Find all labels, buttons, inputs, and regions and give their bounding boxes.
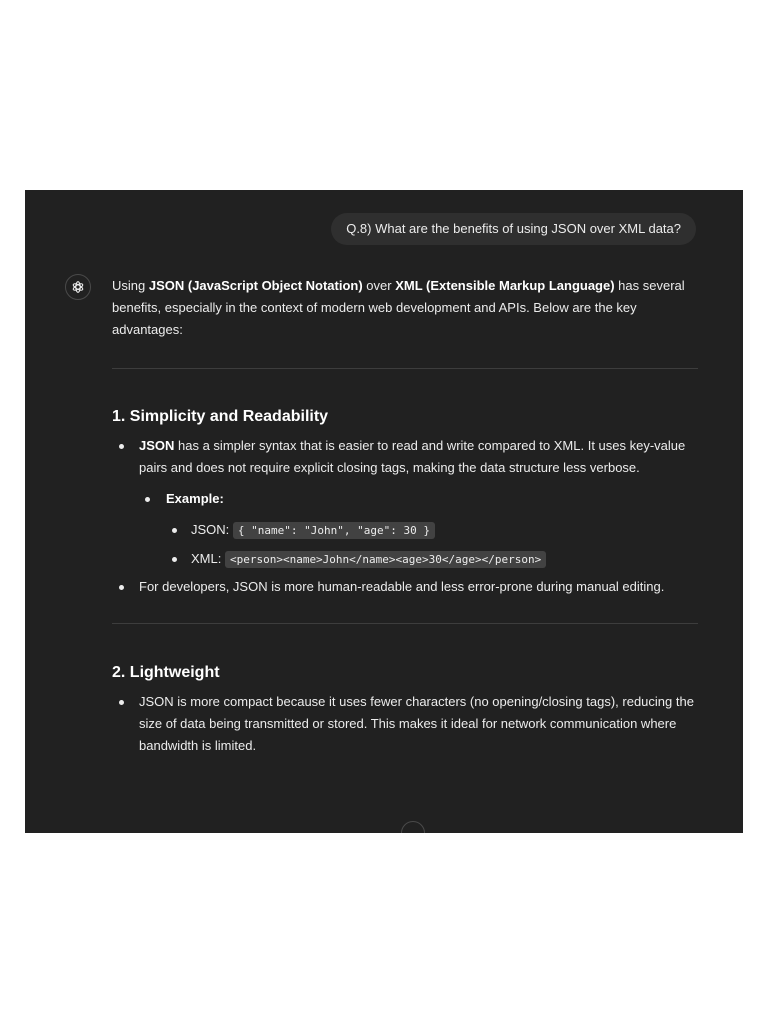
section-title: 2. Lightweight [112, 664, 220, 681]
list-item [112, 691, 698, 757]
intro-suffix: has several benefits, especially in the context of modern web development and APIs. Below are the key advantages: [112, 278, 685, 337]
nested-bullet-list [139, 488, 698, 571]
list-item [112, 576, 698, 598]
bullet-dot [172, 528, 177, 533]
list-item [166, 519, 698, 542]
list-item-text: has a simpler syntax that is easier to read and write compared to XML. It uses key-value pairs and does not require explicit closing tags, making the data structure less verbose. [139, 438, 686, 475]
json-term: JSON [139, 438, 175, 453]
chat-panel [25, 190, 743, 833]
example-label: Example: [166, 491, 224, 506]
section-title: 1. Simplicity and Readability [112, 408, 329, 425]
section-lightweight [112, 662, 698, 757]
user-message-bubble: Q.8) What are the benefits of using JSON over XML data? [331, 213, 696, 245]
bullet-dot [119, 585, 124, 590]
intro-paragraph [112, 275, 698, 341]
bullet-list [112, 435, 698, 598]
bullet-dot [172, 557, 177, 562]
intro-xml-term: XML (Extensible Markup Language) [395, 278, 615, 293]
bullet-dot [119, 700, 124, 705]
list-item-text: JSON is more compact because it uses fewer characters (no opening/closing tags), reducing the size of data being transmitted or stored. This makes it ideal for network communication where bandwidth is limited. [139, 694, 694, 753]
json-example-code: { "name": "John", "age": 30 } [233, 522, 435, 539]
list-item [166, 548, 698, 571]
openai-logo-icon [65, 274, 91, 300]
bullet-list [112, 691, 698, 757]
intro-json-term: JSON (JavaScript Object Notation) [148, 278, 363, 293]
xml-example-code: <person><name>John</name><age>30</age></person> [225, 551, 546, 568]
list-item [139, 488, 698, 571]
intro-middle: over [362, 278, 396, 293]
list-item-text: For developers, JSON is more human-readable and less error-prone during manual editing. [139, 579, 665, 594]
assistant-answer [112, 275, 698, 757]
json-label: JSON: [191, 522, 233, 537]
bullet-dot [145, 497, 150, 502]
list-item [112, 435, 698, 571]
intro-prefix: Using [112, 278, 149, 293]
nested-bullet-list [166, 519, 698, 571]
bullet-dot [119, 444, 124, 449]
xml-label: XML: [191, 551, 225, 566]
section-simplicity [112, 406, 698, 598]
scroll-to-bottom-button[interactable] [401, 821, 425, 833]
